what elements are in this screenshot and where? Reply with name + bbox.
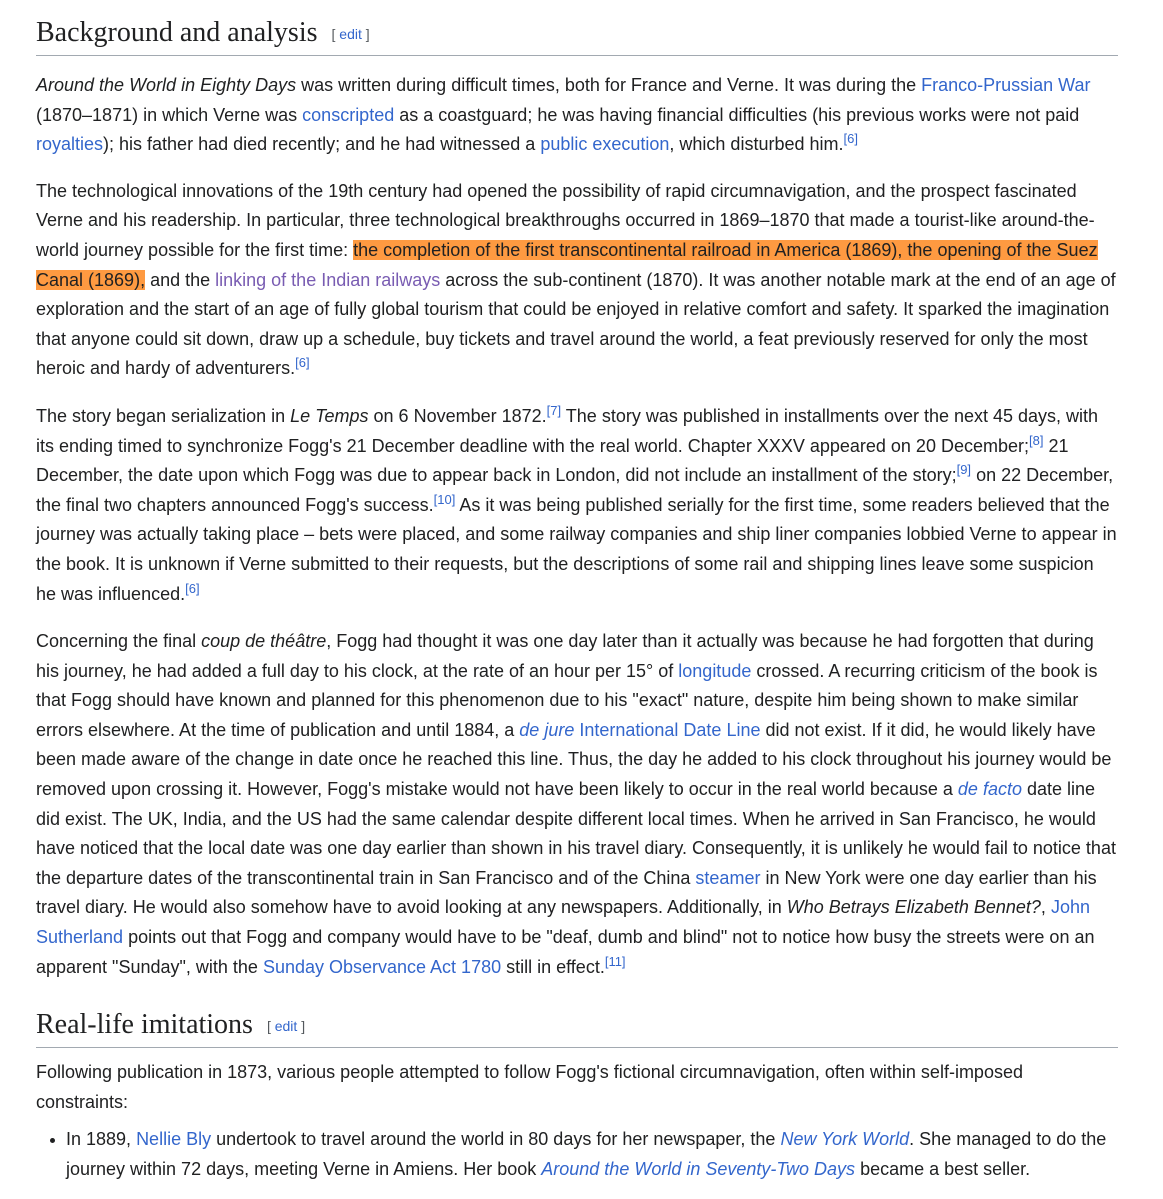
text: , which disturbed him.: [669, 134, 844, 155]
italic-title: Around the World in Eighty Days: [36, 75, 297, 95]
text: ,: [1040, 897, 1051, 918]
italic-le-temps: Le Temps: [290, 405, 369, 426]
reference-6[interactable]: [6]: [185, 580, 200, 596]
paragraph-4: [36, 627, 1118, 982]
reference-9[interactable]: [9]: [956, 462, 972, 478]
text: on 6 November 1872.: [368, 405, 547, 426]
paragraph-2: [36, 177, 1118, 384]
text: The story began serialization in: [36, 405, 291, 426]
text: points out that Fogg and company would have to be "deaf, dumb and blind" not to notice how busy the streets were on an apparent "Sunday", with the: [36, 927, 1095, 977]
reference-11[interactable]: [11]: [604, 953, 626, 969]
text: crossed. A recurring criticism of the book is that Fogg should have known and planned for this phenomenon due to his "exact" nature, despite him being shown to make similar errors elsewhere. At the time of publication and until 1884, a: [36, 660, 1098, 740]
text: across the sub-continent (1870). It was another notable mark at the end of an age of exploration and the start of an age of fully global tourism that could be enjoyed in relative comfort and safety. It sparked the imagination that anyone could sit down, draw up a schedule, buy tickets and travel around the world, a feat previously reserved for only the most heroic and hardy of adventurers.: [36, 269, 1116, 379]
italic-new-york-world: New York World: [780, 1129, 910, 1150]
text: Concerning the final: [36, 631, 202, 652]
heading-text: Background and analysis: [36, 17, 318, 48]
link-sunday-observance-act[interactable]: Sunday Observance Act 1780: [262, 956, 502, 977]
link-conscripted[interactable]: conscripted: [302, 104, 395, 125]
text: Following publication in 1873, various people attempted to follow Fogg's fictional circumnavigation, often within self-imposed constraints:: [36, 1062, 1023, 1112]
link-nellie-bly[interactable]: Nellie Bly: [136, 1129, 212, 1150]
text: in New York were one day earlier than his travel diary. He would also somehow have to avoid looking at any newspapers. Additionally, in: [36, 867, 1097, 918]
link-indian-railways[interactable]: linking of the Indian railways: [215, 269, 441, 290]
link-de-facto[interactable]: [958, 779, 1022, 799]
imitations-list: [36, 1125, 1118, 1184]
text: still in effect.: [501, 956, 605, 977]
list-item: [66, 1125, 1118, 1184]
text: The story was published in installments over the next 45 days, with its ending timed to synchronize Fogg's 21 December deadline with the real world. Chapter XXXV appeared on 20 December;: [36, 405, 1099, 456]
paragraph-1: [36, 71, 1118, 160]
paragraph-3: [36, 402, 1118, 609]
link-john-sutherland[interactable]: John Sutherland: [36, 897, 1090, 948]
article-content: [36, 0, 1118, 1185]
link-royalties[interactable]: royalties: [36, 134, 104, 155]
link-steamer[interactable]: steamer: [695, 867, 761, 888]
text: and the: [145, 269, 216, 290]
text: The technological innovations of the 19th century had opened the possibility of rapid circumnavigation, and the prospect fascinated Verne and his readership. In particular, three technological breakthroughs occurred in 1869–1870 that made a tourist-like around-the-world journey possible for the first time:: [36, 180, 1095, 260]
link-franco-prussian-war[interactable]: Franco-Prussian War: [921, 75, 1091, 95]
text: on 22 December, the final two chapters announced Fogg's success.: [36, 465, 1114, 515]
italic-book-title: Who Betrays Elizabeth Bennet?: [786, 897, 1041, 918]
edit-section-link[interactable]: edit: [339, 26, 362, 42]
text: . She managed to do the journey within 72 days, meeting Verne in Amiens. Her book: [66, 1129, 1107, 1179]
text: 21 December, the date upon which Fogg was due to appear back in London, did not include an installment of the story;: [36, 435, 1069, 486]
text: as a coastguard; he was having financial difficulties (his previous works were not paid: [394, 104, 1080, 125]
heading-text: Real-life imitations: [36, 1009, 253, 1041]
text: As it was being published serially for the first time, some readers believed that the journey was actually taking place – bets were placed, and some railway companies and ship liner companies lobbied Verne to appear in the book. It is unknown if Verne submitted to their requests, but the descriptions of some rail and shipping lines leave some suspicion he was influenced.: [36, 494, 1117, 604]
reference-6[interactable]: [6]: [295, 355, 310, 371]
text: , Fogg had thought it was one day later than it actually was because he had forgotten that during his journey, he had added a full day to his clock, at the rate of an hour per 15° of: [36, 631, 1094, 681]
link-public-execution[interactable]: public execution: [540, 134, 670, 155]
link-longitude[interactable]: longitude: [678, 660, 752, 681]
text: (1870–1871) in which Verne was: [36, 104, 303, 125]
edit-section-link[interactable]: edit: [274, 1018, 298, 1035]
link-seventy-two-days[interactable]: [541, 1159, 855, 1179]
edit-section-link-wrapper: [ edit ]: [266, 1018, 306, 1035]
highlighted-text: the completion of the first transcontinental railroad in America (1869), the opening of the Suez Canal (1869),: [36, 239, 1098, 290]
text: In 1889,: [66, 1129, 137, 1150]
text: did not exist. If it did, he would likely have been made aware of the change in date once he reached this line. Thus, the day he added to his clock throughout his journey would be removed upon crossing it. However, Fogg's mistake would not have been likely to occur in the real world because a: [36, 719, 1112, 800]
link-international-date-line: International Date Line: [574, 719, 761, 740]
reference-8[interactable]: [8]: [1029, 432, 1044, 448]
link-de-jure[interactable]: [519, 720, 760, 740]
reference-7[interactable]: [7]: [546, 402, 562, 418]
text: was written during difficult times, both for France and Verne. It was during the: [296, 75, 922, 95]
text: ); his father had died recently; and he had witnessed a: [103, 134, 541, 155]
reference-6[interactable]: [6]: [843, 131, 858, 147]
section-heading-background: [36, 16, 1118, 56]
text: became a best seller.: [855, 1159, 1031, 1179]
edit-section-link-wrapper: [ edit ]: [331, 26, 370, 42]
text: date line did exist. The UK, India, and the US had the same calendar despite different local times. When he arrived in San Francisco, he would have noticed that the local date was one day earlier than shown in his travel diary. Consequently, it is unlikely he would fail to notice that the departure dates of the transcontinental train in San Francisco and of the China: [36, 779, 1116, 888]
italic-book-title: Around the World in Seventy-Two Days: [541, 1159, 856, 1179]
italic-coup-de-theatre: coup de théâtre: [201, 631, 327, 652]
section-heading-real-life-imitations: [36, 1008, 1118, 1048]
text: undertook to travel around the world in 80 days for her newspaper, the: [211, 1129, 781, 1150]
reference-10[interactable]: [10]: [433, 491, 456, 507]
paragraph-intro: [36, 1058, 1118, 1117]
italic-de-jure: de jure: [519, 719, 575, 740]
link-new-york-world[interactable]: [780, 1129, 909, 1149]
italic-de-facto: de facto: [957, 779, 1022, 800]
